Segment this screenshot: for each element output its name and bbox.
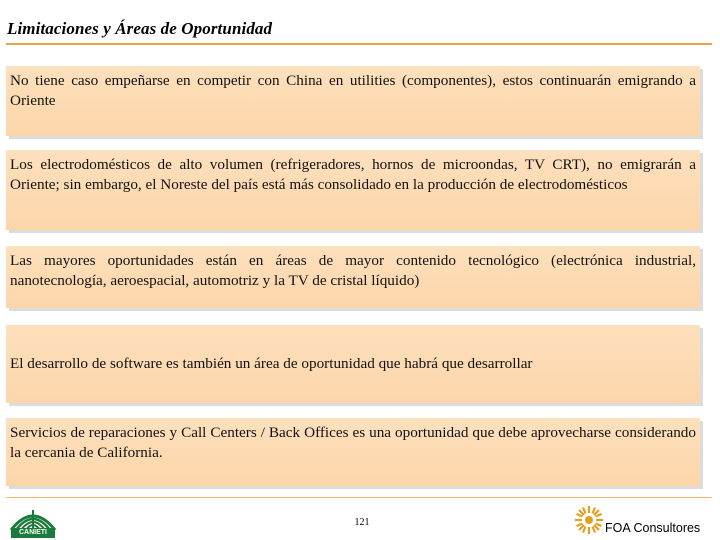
content-box-2-text: Los electrodomésticos de alto volumen (refrigeradores, hornos de microondas, TV CRT), no emigrarán a Oriente; sin embargo, el Noreste del país está más consolidado en la producción de electrodomésticos <box>10 156 696 193</box>
content-box-5-text: Servicios de reparaciones y Call Centers / Back Offices es una oportunidad que debe aprovecharse considerando la cercania de California. <box>10 424 696 461</box>
content-box-4-text: El desarrollo de software es también un área de oportunidad que habrá que desarrollar <box>10 355 533 373</box>
content-box-4 <box>6 325 700 403</box>
foa-brand-text: FOA Consultores <box>605 521 701 535</box>
footer-divider <box>6 497 712 498</box>
page-title: Limitaciones y Áreas de Oportunidad <box>7 19 273 38</box>
title-divider <box>6 43 712 45</box>
content-box-3 <box>6 246 700 308</box>
content-box-2 <box>6 150 700 230</box>
content-box-1 <box>6 66 700 136</box>
canieti-logo-text: CANIETI <box>11 528 55 538</box>
content-box-1-text: No tiene caso empeñarse en competir con China en utilities (componentes), estos continuarán emigrando a Oriente <box>10 72 696 109</box>
page-number: 121 <box>354 517 370 528</box>
content-box-5 <box>6 418 700 486</box>
foa-sun-logo-icon <box>574 505 604 535</box>
content-box-3-text: Las mayores oportunidades están en áreas de mayor contenido tecnológico (electrónica industrial, nanotecnología, aeroespacial, automotriz y la TV de cristal líquido) <box>10 252 696 289</box>
